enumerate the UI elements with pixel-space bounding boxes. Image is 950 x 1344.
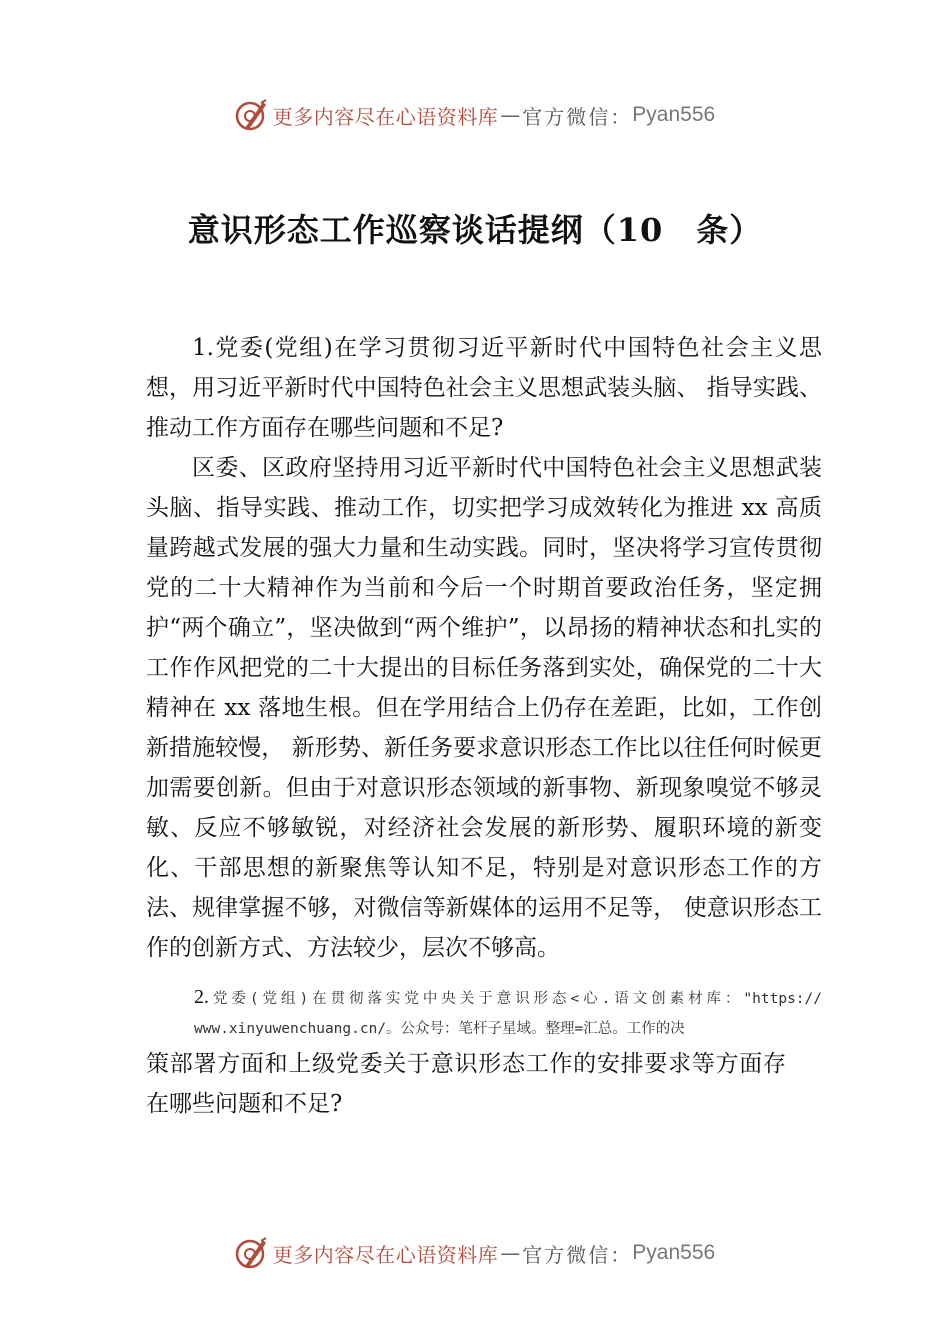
footer-separator: — bbox=[500, 1241, 521, 1265]
pen-logo-icon bbox=[235, 1236, 269, 1270]
footer-banner bbox=[0, 1233, 950, 1273]
banner-wechat-id: Pyan556 bbox=[632, 103, 716, 126]
footer-slogan: 更多内容尽在心语资料库 bbox=[272, 1242, 499, 1267]
banner-wechat-label: 官方微信： bbox=[522, 104, 633, 129]
item-2-number: 2. bbox=[194, 986, 209, 1008]
paragraph-2: 区委、区政府坚持用习近平新时代中国特色社会主义思想武装头脑、指导实践、推动工作，切实把学习成效转化为推进 xx 高质量跨越式发展的强大力量和生动实践。同时，坚决将学习宣传贯彻党的二十大精神作为当前和今后一个时期首要政治任务，坚定拥护“两个确立”，坚决做到“两个维护”，以昂扬的精神状态和扎实的工作作风把党的二十大提出的目标任务落到实处，确保党的二十大精神在 xx 落地生根。但在学用结合上仍存在差距，比如，工作创新措施较慢， 新形势、新任务要求意识形态工作比以往任何时候更加需要创新。但由于对意识形态领域的新事物、新现象嗅觉不够灵敏、反应不够敏锐，对经济社会发展的新形势、履职环境的新变化、干部思想的新聚焦等认知不足，特别是对意识形态工作的方法、规律掌握不够，对微信等新媒体的运用不足等， 使意识形态工作的创新方式、方法较少，层次不够高。 bbox=[146, 455, 822, 961]
document-body bbox=[146, 328, 822, 1124]
item-2-continuation: 策部署方面和上级党委关于意识形态工作的安排要求等方面存在哪些问题和不足? bbox=[146, 1051, 786, 1117]
item-2-note bbox=[146, 982, 822, 1044]
footer-wechat-id: Pyan556 bbox=[632, 1241, 716, 1264]
banner-separator: — bbox=[500, 103, 521, 127]
paragraph-1: 1.党委(党组)在学习贯彻习近平新时代中国特色社会主义思想，用习近平新时代中国特色社会主义思想武装头脑、 指导实践、推动工作方面存在哪些问题和不足? bbox=[146, 335, 822, 441]
banner-slogan: 更多内容尽在心语资料库 bbox=[272, 104, 499, 129]
header-banner bbox=[0, 95, 950, 135]
document-title: 意识形态工作巡察谈话提纲（10 条） bbox=[187, 211, 763, 249]
pen-logo-icon bbox=[235, 98, 269, 132]
item-2-note-text: 党委(党组)在贯彻落实党中央关于意识形态<心.语文创素材库："https:// www.xinyuwenchuang.cn/。公众号：笔杆子星域。整理=汇总。工作的决 bbox=[194, 991, 822, 1037]
footer-wechat-label: 官方微信： bbox=[522, 1242, 633, 1267]
